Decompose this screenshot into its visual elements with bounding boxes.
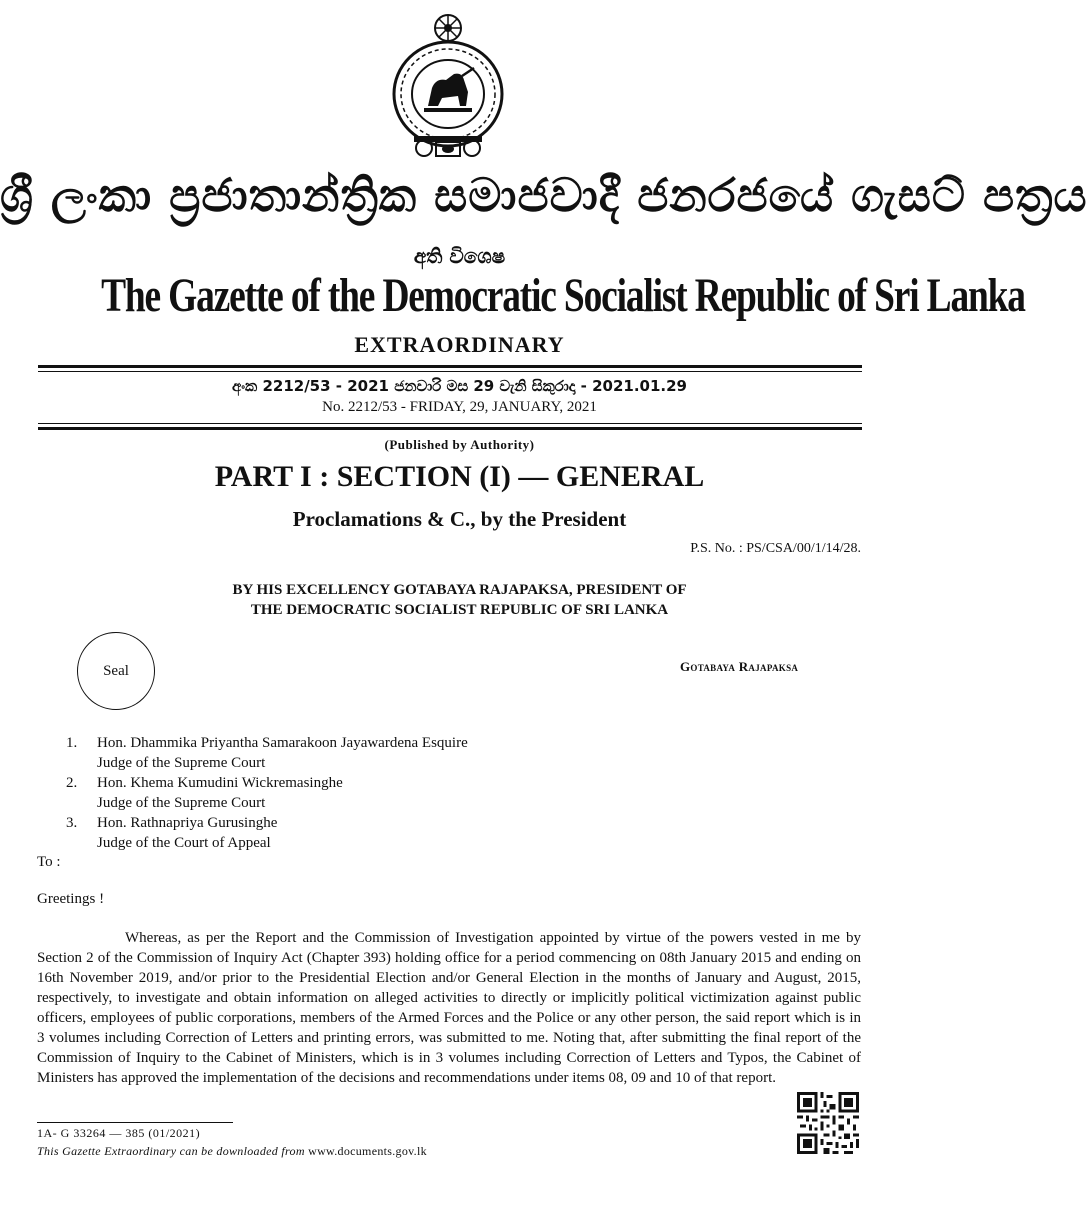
greeting: Greetings !: [37, 891, 105, 907]
addressee-title: Judge of the Supreme Court: [97, 795, 266, 811]
part-title: PART I : SECTION (I) — GENERAL: [214, 460, 705, 493]
addressee-number: 2.: [66, 775, 78, 791]
sri-lanka-emblem-icon: [384, 8, 512, 160]
addressee-list: [66, 733, 468, 853]
footer-rule: [37, 1122, 233, 1123]
addressee-title: Judge of the Supreme Court: [97, 755, 266, 771]
gazette-subtitle-sinhala: අති විශෙෂ: [413, 244, 506, 268]
to-label: To :: [37, 854, 61, 870]
excellency-line-1: BY HIS EXCELLENCY GOTABAYA RAJAPAKSA, PRESIDENT OF: [232, 582, 687, 598]
edition-label: EXTRAORDINARY: [354, 332, 565, 357]
issue-line-english: No. 2212/53 - FRIDAY, 29, JANUARY, 2021: [322, 399, 597, 415]
issue-line-sinhala: අංක 2212/53 - 2021 ජනවාරි මස 29 වැනි සිකුරාදා - 2021.01.29: [232, 377, 687, 395]
footer-download: [37, 1144, 427, 1159]
qr-code-icon[interactable]: [797, 1092, 859, 1154]
proclamation-heading: Proclamations & C., by the President: [292, 507, 627, 531]
seal-circle: [77, 632, 155, 710]
body-paragraph: Whereas, as per the Report and the Commission of Investigation appointed by virtue of the powers vested in me by Section 2 of the Commission of Inquiry Act (Chapter 393) holding office for a period commencing on 08th January 2015 and ending on 16th November 2019, and/or prior to the Presidential Election and/or General Election in the months of January and August, 2015, respectively, to investigate and obtain information on alleged activities to directly or implicitly political victimization against public officers, employees of public corporations, members of the Armed Forces and the Police or any other person, the said report which is in 3 volumes including Correction of Letters and printing errors, was submitted to me. Noting that, after submitting the final report of the Commission of Inquiry to the Cabinet of Ministers, which is in 3 volumes including Correction of Letters and Typos, the Cabinet of Ministers has approved the implementation of the decisions and recommendations under items 08, 09 and 10 of that report.: [37, 930, 861, 1086]
excellency-line-2: THE DEMOCRATIC SOCIALIST REPUBLIC OF SRI LANKA: [250, 602, 669, 618]
footer-code: 1A- G 33264 — 385 (01/2021): [37, 1126, 201, 1140]
addressee-number: 3.: [66, 815, 78, 831]
excellency-heading: [0, 580, 919, 620]
addressee-name: Hon. Khema Kumudini Wickremasinghe: [97, 775, 343, 791]
addressee-name: Hon. Rathnapriya Gurusinghe: [97, 815, 278, 831]
issue-rule-thick: [38, 427, 862, 430]
footer-download-text: This Gazette Extraordinary can be downloaded from: [37, 1144, 305, 1158]
issue-rule-thin: [38, 423, 862, 424]
addressee-number: 1.: [66, 735, 78, 751]
published-by: (Published by Authority): [384, 437, 535, 452]
gazette-title-english: The Gazette of the Democratic Socialist Republic of Sri Lanka: [101, 269, 1025, 322]
header-rule-thick: [38, 365, 862, 368]
gazette-title-sinhala: ශ්‍රී ලංකා ප්‍රජාතාන්ත්‍රික සමාජවාදී ජනරජයේ ගැසට් පත්‍රය: [0, 168, 1088, 222]
header-rule-thin: [38, 371, 862, 372]
footer-download-link[interactable]: www.documents.gov.lk: [308, 1144, 427, 1158]
seal-label: Seal: [103, 662, 129, 679]
list-item: [66, 733, 468, 773]
addressee-title: Judge of the Court of Appeal: [97, 835, 271, 851]
ps-number: P.S. No. : PS/CSA/00/1/14/28.: [690, 541, 861, 556]
list-item: [66, 773, 468, 813]
addressee-name: Hon. Dhammika Priyantha Samarakoon Jayawardena Esquire: [97, 735, 468, 751]
list-item: [66, 813, 468, 853]
president-signature: Gotabaya Rajapaksa: [680, 659, 799, 674]
